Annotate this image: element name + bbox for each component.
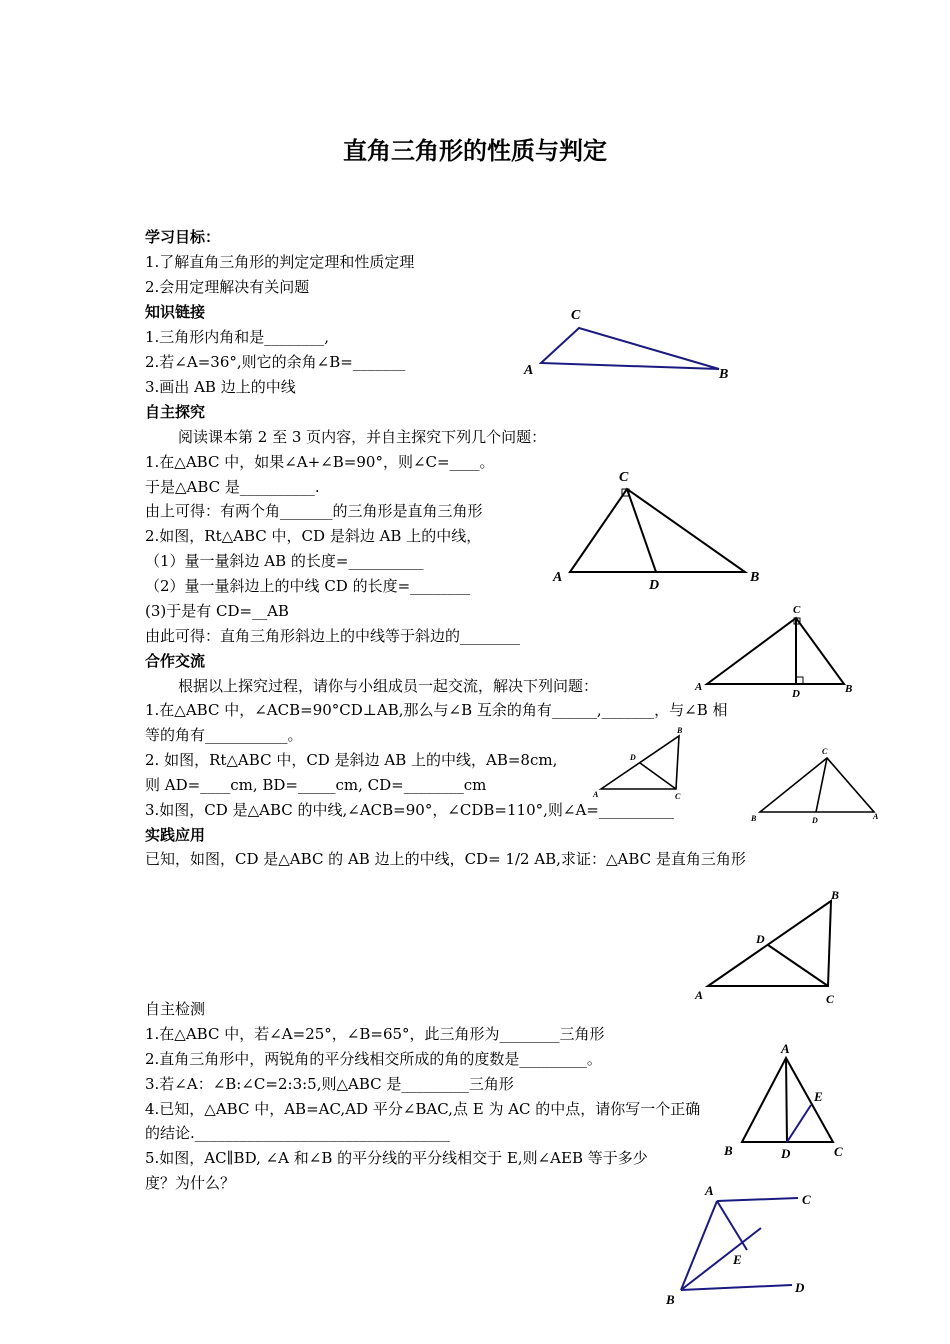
text-line: 1.三角形内角和是________, bbox=[145, 328, 330, 346]
label-b: B bbox=[845, 683, 853, 695]
label-b: B bbox=[666, 1292, 675, 1307]
heading-practice: 实践应用 bbox=[145, 826, 206, 844]
heading-self-explore: 自主探究 bbox=[145, 403, 206, 421]
label-c: C bbox=[826, 992, 835, 1005]
label-a: A bbox=[695, 988, 704, 1002]
label-a: A bbox=[695, 681, 703, 693]
label-b: B bbox=[750, 570, 760, 585]
figure-isosceles-triangle bbox=[720, 1038, 860, 1164]
label-c: C bbox=[675, 792, 681, 801]
label-b: B bbox=[677, 726, 683, 735]
label-a: A bbox=[873, 812, 879, 821]
label-c: C bbox=[793, 604, 801, 616]
text-line: 根据以上探究过程，请你与小组成员一起交流，解决下列问题： bbox=[178, 677, 599, 695]
label-a: A bbox=[705, 1183, 714, 1198]
text-line: 于是△ABC 是__________. bbox=[145, 478, 320, 496]
figure-small-median-triangle bbox=[590, 725, 700, 805]
text-line: 3.画出 AB 边上的中线 bbox=[145, 378, 296, 396]
text-line: 等的角有___________。 bbox=[145, 726, 303, 744]
page-title: 直角三角形的性质与判定 bbox=[343, 137, 607, 165]
label-d: D bbox=[795, 1280, 805, 1295]
label-c: C bbox=[802, 1192, 811, 1207]
text-line: 1.在△ABC 中，∠ACB=90°CD⊥AB,那么与∠B 互余的角有______,_______，与∠B 相 bbox=[145, 701, 728, 719]
label-a: A bbox=[553, 570, 563, 585]
label-e: E bbox=[814, 1089, 823, 1104]
text-line: 已知，如图，CD 是△ABC 的 AB 边上的中线，CD= 1/2 AB,求证：△ABC 是直角三角形 bbox=[145, 850, 746, 868]
label-c: C bbox=[619, 470, 629, 485]
text-line: 4.已知，△ABC 中，AB=AC,AD 平分∠BAC,点 E 为 AC 的中点，请你写一个正确 bbox=[145, 1100, 701, 1118]
label-e: E bbox=[733, 1252, 742, 1267]
label-b: B bbox=[751, 814, 757, 823]
label-b: B bbox=[724, 1143, 733, 1158]
heading-cooperate: 合作交流 bbox=[145, 652, 206, 670]
figure-altitude-triangle bbox=[690, 600, 870, 700]
text-line: 2.若∠A=36°,则它的余角∠B=_______ bbox=[145, 353, 406, 371]
text-line: 2.直角三角形中，两锐角的平分线相交所成的角的度数是_________。 bbox=[145, 1050, 602, 1068]
text-line: 3.如图，CD 是△ABC 的中线,∠ACB=90°，∠CDB=110°,则∠A=__________ bbox=[145, 801, 674, 819]
text-line: (3)于是有 CD=__AB bbox=[145, 602, 289, 620]
text-line: 度？为什么？ bbox=[145, 1174, 236, 1192]
text-line: 1.在△ABC 中，若∠A=25°，∠B=65°，此三角形为________三角形 bbox=[145, 1025, 605, 1043]
label-a: A bbox=[781, 1041, 790, 1056]
label-d: D bbox=[781, 1146, 791, 1161]
heading-learning-goals: 学习目标： bbox=[145, 228, 221, 246]
figure-parallel-bisectors bbox=[660, 1178, 820, 1308]
label-c: C bbox=[834, 1144, 843, 1159]
label-d: D bbox=[792, 688, 800, 700]
text-line: 5.如图，AC∥BD, ∠A 和∠B 的平分线的平分线相交于 E,则∠AEB 等于多少 bbox=[145, 1149, 648, 1167]
text-line: 则 AD=____cm, BD=_____cm, CD=________cm bbox=[145, 776, 487, 794]
label-d: D bbox=[649, 578, 660, 593]
text-line: （2）量一量斜边上的中线 CD 的长度=________ bbox=[145, 577, 471, 595]
label-d: D bbox=[812, 816, 818, 825]
text-line: 2.会用定理解决有关问题 bbox=[145, 278, 310, 296]
label-b: B bbox=[719, 367, 729, 382]
figure-right-triangle-median bbox=[548, 465, 768, 595]
text-line: 1.了解直角三角形的判定定理和性质定理 bbox=[145, 253, 415, 271]
label-b: B bbox=[831, 888, 840, 902]
label-a: A bbox=[593, 790, 599, 799]
label-d: D bbox=[630, 753, 636, 762]
figure-median-triangle bbox=[748, 743, 888, 825]
heading-self-check: 自主检测 bbox=[145, 1000, 206, 1018]
label-c: C bbox=[822, 747, 828, 756]
text-line: 2. 如图，Rt△ABC 中，CD 是斜边 AB 上的中线，AB=8cm, bbox=[145, 751, 558, 769]
text-line: 的结论.__________________________________ bbox=[145, 1124, 450, 1142]
label-c: C bbox=[571, 308, 581, 323]
text-line: 3.若∠A：∠B:∠C=2:3:5,则△ABC 是_________三角形 bbox=[145, 1075, 514, 1093]
text-line: 由此可得：直角三角形斜边上的中线等于斜边的________ bbox=[145, 627, 521, 645]
label-a: A bbox=[524, 363, 534, 378]
text-line: 由上可得：有两个角_______的三角形是直角三角形 bbox=[145, 502, 483, 520]
text-line: 2.如图，Rt△ABC 中，CD 是斜边 AB 上的中线， bbox=[145, 527, 482, 545]
figure-practice-triangle bbox=[690, 885, 850, 1005]
text-line: 阅读课本第 2 至 3 页内容，并自主探究下列几个问题： bbox=[178, 428, 547, 446]
text-line: （1）量一量斜边 AB 的长度=__________ bbox=[145, 552, 424, 570]
label-d: D bbox=[756, 932, 765, 946]
text-line: 1.在△ABC 中，如果∠A+∠B=90°，则∠C=____。 bbox=[145, 453, 495, 471]
heading-knowledge-link: 知识链接 bbox=[145, 303, 206, 321]
figure-triangle-abc bbox=[515, 300, 745, 382]
